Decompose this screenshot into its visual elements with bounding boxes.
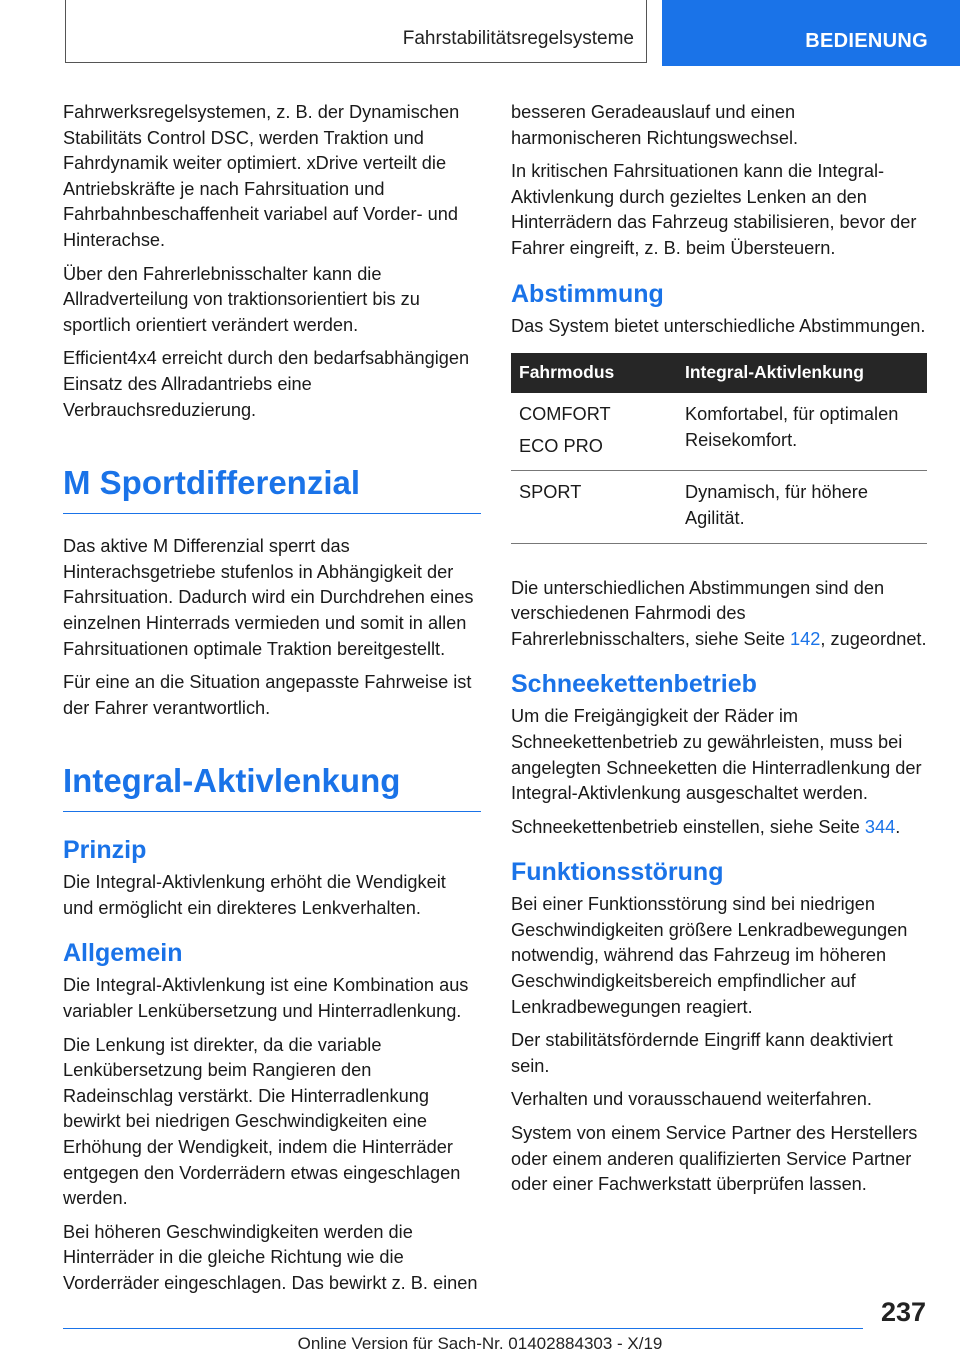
header-section-box xyxy=(65,0,647,63)
table-header-row xyxy=(511,353,927,393)
text: Schneekettenbetrieb einstellen, siehe Seite xyxy=(511,816,865,837)
paragraph: Fahrwerksregelsystemen, z. B. der Dynamischen Stabilitäts Control DSC, werden Traktion und Fahrdynamik weiter optimiert. xDrive verteilt die Antriebskräfte je nach Fahrsituation und Fahrbahnbeschaffenheit variabel auf Vorder- und Hinterachse. xyxy=(63,102,460,250)
paragraph: System von einem Service Partner des Herstellers oder einem anderen qualifizierten Service Partner oder einer Fachwerkstatt überprüfen lassen. xyxy=(511,1123,918,1195)
paragraph: Efficient4x4 erreicht durch den bedarfsabhängigen Einsatz des Allradantriebs eine Verbrauchsreduzierung. xyxy=(63,348,470,420)
heading-allgemein: Allgemein xyxy=(63,939,183,968)
paragraph: Verhalten und vorausschauend weiterfahren. xyxy=(511,1089,872,1110)
page-link-344[interactable]: 344 xyxy=(864,816,896,837)
paragraph: Bei höheren Geschwindigkeiten werden die Hinterräder in die gleiche Richtung wie die Vorderräder eingeschlagen. Das bewirkt z. B. einen xyxy=(63,1221,478,1293)
table-header-cell: Integral-Aktivlenkung xyxy=(677,353,927,393)
paragraph: Die Integral-Aktivlenkung erhöht die Wendigkeit und ermöglicht ein direkteres Lenkverhalten. xyxy=(63,872,446,918)
paragraph: Der stabilitätsfördernde Eingriff kann deaktiviert sein. xyxy=(511,1030,893,1076)
text: Die unterschiedlichen Abstimmungen sind den verschiedenen Fahrmodi des Fahrerlebnisschalters, siehe Seite xyxy=(511,577,885,649)
paragraph: besseren Geradeauslauf und einen harmonischeren Richtungswechsel. xyxy=(511,102,799,148)
mode-label: SPORT xyxy=(519,482,582,503)
paragraph: Das System bietet unterschiedliche Abstimmungen. xyxy=(511,315,926,336)
header-chapter-tab[interactable]: BEDIENUNG xyxy=(662,0,960,66)
heading-schneekettenbetrieb: Schneekettenbetrieb xyxy=(511,670,757,699)
paragraph: Über den Fahrerlebnisschalter kann die Allradverteilung von traktionsorientiert bis zu sportlich orientiert verändert werden. xyxy=(63,263,420,335)
heading-funktionsstoerung: Funktionsstörung xyxy=(511,858,724,887)
page-header xyxy=(0,0,960,66)
text: , zugeordnet. xyxy=(820,628,927,649)
page-link-142[interactable]: 142 xyxy=(790,628,821,649)
left-column xyxy=(63,100,481,1305)
table-row xyxy=(511,471,927,543)
paragraph: Um die Freigängigkeit der Räder im Schneekettenbetrieb zu gewährleisten, muss bei angelegten Schneeketten die Hinterradlenkung der Integral-Aktivlenkung ausgeschaltet werden. xyxy=(511,706,922,804)
header-section-title: Fahrstabilitätsregelsysteme xyxy=(402,28,634,49)
paragraph: Bei einer Funktionsstörung sind bei niedrigen Geschwindigkeiten größere Lenkradbewegungen notwendig, während das Fahrzeug im höheren Geschwindigkeitsbereich empfindlicher auf Lenkradbewegungen reagiert. xyxy=(511,894,908,1017)
table-cell-mode xyxy=(511,393,677,471)
table-header-cell: Fahrmodus xyxy=(511,353,677,393)
heading-integral-aktivlenkung: Integral-Aktivlenkung xyxy=(63,761,481,812)
page-number: 237 xyxy=(880,1297,926,1327)
mode-label: ECO PRO xyxy=(519,435,603,456)
paragraph: Für eine an die Situation angepasste Fahrweise ist der Fahrer verantwortlich. xyxy=(63,672,472,718)
table-cell-desc: Komfortabel, für optimalen Reisekomfort. xyxy=(677,393,927,471)
heading-prinzip: Prinzip xyxy=(63,836,147,865)
heading-m-sportdifferenzial: M Sportdifferenzial xyxy=(63,463,481,514)
paragraph xyxy=(511,815,929,841)
table-row xyxy=(511,393,927,471)
mode-label: COMFORT xyxy=(519,404,611,425)
text: . xyxy=(895,816,901,837)
paragraph: Die Integral-Aktivlenkung ist eine Kombination aus variabler Lenkübersetzung und Hinterradlenkung. xyxy=(63,975,469,1022)
heading-abstimmung: Abstimmung xyxy=(511,279,664,308)
footer-version-text: Online Version für Sach-Nr. 01402884303 - X/19 xyxy=(297,1334,663,1353)
paragraph xyxy=(511,576,929,653)
table-cell-desc: Dynamisch, für höhere Agilität. xyxy=(677,471,927,543)
table-cell-mode xyxy=(511,471,677,543)
footer-divider xyxy=(63,1328,863,1329)
paragraph: In kritischen Fahrsituationen kann die Integral-Aktivlenkung durch gezieltes Lenken an den Hinterrädern das Fahrzeug stabilisieren, bevor der Fahrer eingreift, z. B. beim Übersteuern. xyxy=(511,161,917,258)
right-column xyxy=(511,100,929,1206)
paragraph: Die Lenkung ist direkter, da die variable Lenkübersetzung beim Rangieren den Radeinschlag verstärkt. Die Hinterradlenkung bewirkt bei niedrigen Geschwindigkeiten eine Erhöhung der Wendigkeit, indem die Hinterräder entgegen den Vorderrädern etwas eingeschlagen werden. xyxy=(63,1034,461,1209)
modes-table xyxy=(511,353,927,543)
paragraph: Das aktive M Differenzial sperrt das Hinterachsgetriebe stufenlos in Abhängigkeit der Fahrsituation. Dadurch wird ein Durchdrehen eines einzelnen Hinterrads vermieden und somit in allen Fahrsituationen optimale Traktion bereitgestellt. xyxy=(63,536,474,659)
